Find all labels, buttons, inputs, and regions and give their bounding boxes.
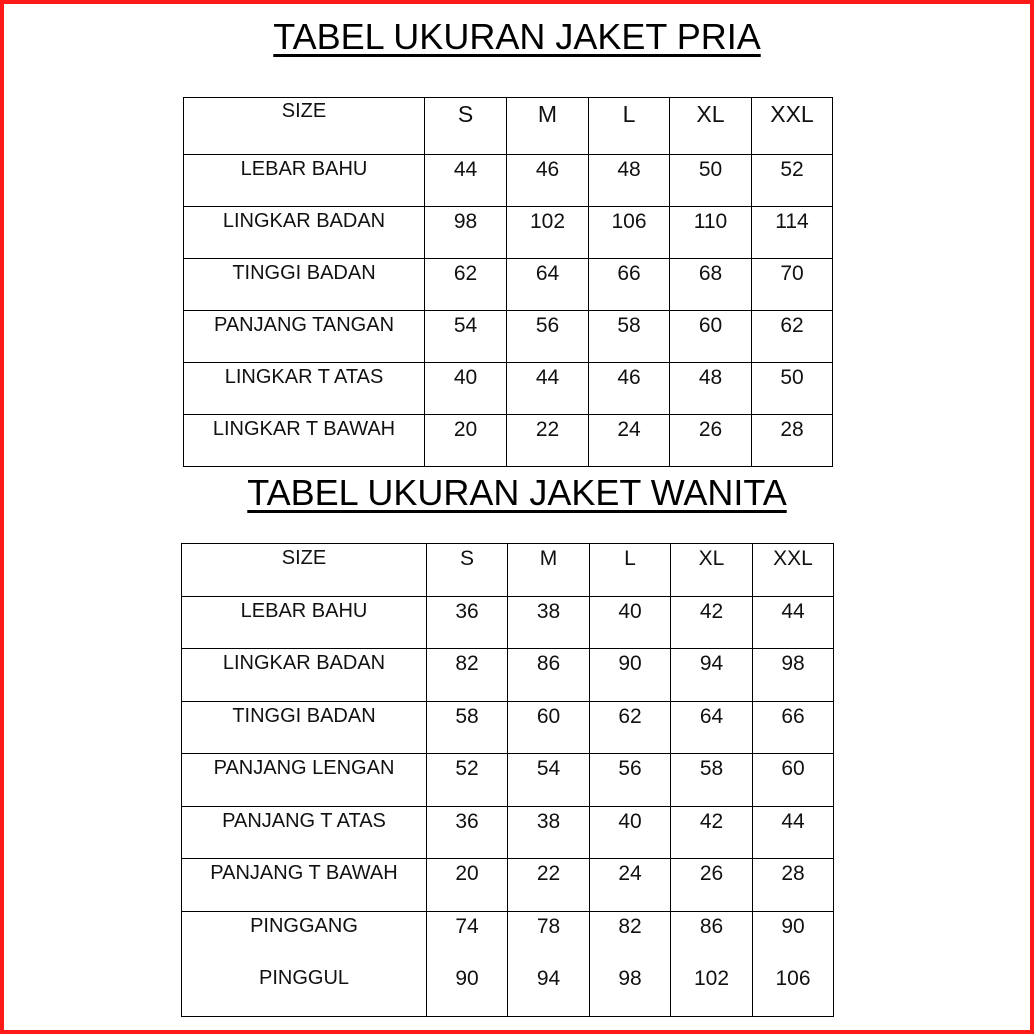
header-cell-m: M <box>507 98 589 155</box>
table-cell: 24 <box>589 415 670 467</box>
table-cell: 62 <box>590 701 671 754</box>
row-label: LEBAR BAHU <box>182 596 427 649</box>
title-wanita <box>0 472 1034 513</box>
table-cell: 98 <box>753 649 834 702</box>
table-row <box>184 311 833 363</box>
table-cell: 90 <box>427 964 508 1017</box>
header-cell-xl: XL <box>671 544 753 597</box>
row-label: PANJANG LENGAN <box>182 754 427 807</box>
table-cell: 26 <box>671 859 753 912</box>
row-label: PANJANG TANGAN <box>184 311 425 363</box>
table-cell: 48 <box>589 155 670 207</box>
table-cell: 82 <box>427 649 508 702</box>
row-label: PINGGUL <box>182 964 427 1017</box>
table-cell: 64 <box>671 701 753 754</box>
table-cell: 28 <box>752 415 833 467</box>
row-label: PANJANG T BAWAH <box>182 859 427 912</box>
table-cell: 40 <box>425 363 507 415</box>
row-label: LEBAR BAHU <box>184 155 425 207</box>
row-label: PINGGANG <box>182 911 427 964</box>
row-label: LINGKAR BADAN <box>182 649 427 702</box>
header-cell-xxl: XXL <box>753 544 834 597</box>
table-cell: 66 <box>753 701 834 754</box>
table-cell: 60 <box>670 311 752 363</box>
title-wanita-text: TABEL UKURAN JAKET WANITA <box>247 472 787 513</box>
table-row <box>184 207 833 259</box>
size-table-pria <box>183 97 833 467</box>
size-table-wanita <box>181 543 834 1017</box>
table-cell: 82 <box>590 911 671 964</box>
title-pria-text: TABEL UKURAN JAKET PRIA <box>273 16 761 57</box>
table-cell: 60 <box>508 701 590 754</box>
table-cell: 44 <box>507 363 589 415</box>
table-cell: 56 <box>507 311 589 363</box>
header-cell-s: S <box>427 544 508 597</box>
table-cell: 36 <box>427 596 508 649</box>
table-cell: 54 <box>425 311 507 363</box>
row-label: LINGKAR T BAWAH <box>184 415 425 467</box>
row-label: LINGKAR T ATAS <box>184 363 425 415</box>
table-cell: 90 <box>753 911 834 964</box>
row-label: TINGGI BADAN <box>182 701 427 754</box>
table-cell: 44 <box>753 596 834 649</box>
title-pria <box>0 16 1034 57</box>
table-cell: 78 <box>508 911 590 964</box>
table-cell: 98 <box>590 964 671 1017</box>
table-row <box>182 911 834 964</box>
row-label: LINGKAR BADAN <box>184 207 425 259</box>
table-cell: 94 <box>508 964 590 1017</box>
table-cell: 68 <box>670 259 752 311</box>
header-cell-m: M <box>508 544 590 597</box>
table-cell: 62 <box>425 259 507 311</box>
table-cell: 52 <box>752 155 833 207</box>
row-label: PANJANG T ATAS <box>182 806 427 859</box>
table-row <box>184 155 833 207</box>
table-cell: 114 <box>752 207 833 259</box>
table-cell: 24 <box>590 859 671 912</box>
table-row <box>182 964 834 1017</box>
table-cell: 50 <box>670 155 752 207</box>
table-row <box>182 701 834 754</box>
table-cell: 54 <box>508 754 590 807</box>
table-cell: 38 <box>508 596 590 649</box>
table-cell: 64 <box>507 259 589 311</box>
table-cell: 70 <box>752 259 833 311</box>
table-cell: 58 <box>671 754 753 807</box>
table-cell: 48 <box>670 363 752 415</box>
table-header-row <box>182 544 834 597</box>
table-row <box>182 649 834 702</box>
table-cell: 60 <box>753 754 834 807</box>
table-cell: 90 <box>590 649 671 702</box>
table-cell: 94 <box>671 649 753 702</box>
table-cell: 50 <box>752 363 833 415</box>
table-cell: 66 <box>589 259 670 311</box>
table-cell: 58 <box>427 701 508 754</box>
table-cell: 62 <box>752 311 833 363</box>
table-row <box>182 859 834 912</box>
table-cell: 42 <box>671 806 753 859</box>
table-cell: 98 <box>425 207 507 259</box>
table-row <box>182 754 834 807</box>
table-cell: 46 <box>589 363 670 415</box>
table-cell: 44 <box>753 806 834 859</box>
header-cell-xxl: XXL <box>752 98 833 155</box>
table-cell: 58 <box>589 311 670 363</box>
table-row <box>182 806 834 859</box>
row-label: TINGGI BADAN <box>184 259 425 311</box>
table-cell: 56 <box>590 754 671 807</box>
table-cell: 22 <box>507 415 589 467</box>
table-row <box>184 363 833 415</box>
table-row <box>184 259 833 311</box>
table-cell: 110 <box>670 207 752 259</box>
header-cell-size: SIZE <box>182 544 427 597</box>
table-cell: 20 <box>425 415 507 467</box>
header-cell-s: S <box>425 98 507 155</box>
table-row <box>184 415 833 467</box>
table-cell: 38 <box>508 806 590 859</box>
table-cell: 44 <box>425 155 507 207</box>
header-cell-size: SIZE <box>184 98 425 155</box>
table-header-row <box>184 98 833 155</box>
table-cell: 74 <box>427 911 508 964</box>
table-cell: 86 <box>508 649 590 702</box>
table-cell: 46 <box>507 155 589 207</box>
table-row <box>182 596 834 649</box>
table-cell: 36 <box>427 806 508 859</box>
table-cell: 106 <box>753 964 834 1017</box>
header-cell-l: L <box>590 544 671 597</box>
table-cell: 102 <box>507 207 589 259</box>
table-cell: 40 <box>590 596 671 649</box>
table-cell: 106 <box>589 207 670 259</box>
table-cell: 40 <box>590 806 671 859</box>
table-cell: 26 <box>670 415 752 467</box>
table-cell: 20 <box>427 859 508 912</box>
header-cell-l: L <box>589 98 670 155</box>
table-cell: 42 <box>671 596 753 649</box>
table-cell: 52 <box>427 754 508 807</box>
table-cell: 22 <box>508 859 590 912</box>
table-cell: 86 <box>671 911 753 964</box>
table-cell: 102 <box>671 964 753 1017</box>
table-cell: 28 <box>753 859 834 912</box>
header-cell-xl: XL <box>670 98 752 155</box>
